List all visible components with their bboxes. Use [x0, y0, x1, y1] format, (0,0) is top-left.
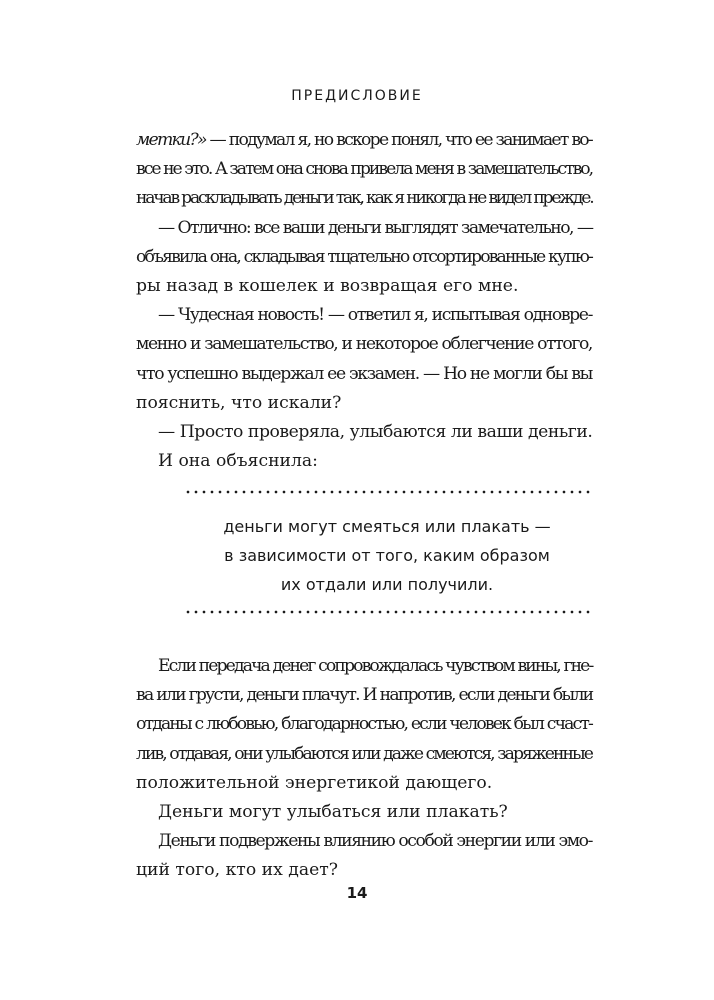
text-line: — Просто проверяла, улыбаются ли ваши деньги.: [158, 422, 593, 443]
pull-quote: [184, 512, 590, 599]
quote-line: деньги могут смеяться или плакать —: [223, 517, 551, 536]
quote-line: в зависимости от того, каким образом: [224, 546, 550, 565]
running-head: ПРЕДИСЛОВИЕ: [291, 88, 423, 104]
text-line: [136, 126, 592, 155]
text-line: пояснить, что искали?: [136, 392, 342, 413]
quote-line: их отдали или получили.: [280, 575, 494, 594]
text-line: Если передача денег сопровождалась чувством вины, гне-: [158, 656, 593, 676]
text-line: отданы с любовью, благодарностью, если человек был счаст-: [136, 714, 592, 735]
text-line: Деньги могут улыбаться или плакать?: [158, 802, 508, 823]
text-block-top: [136, 126, 592, 476]
text-line: начав раскладывать деньги так, как я никогда не видел прежде.: [136, 188, 593, 209]
text-block-bottom: [136, 652, 592, 886]
text-line: менно и замешательство, и некоторое облегчение оттого,: [136, 334, 592, 355]
text-line: объявила она, складывая тщательно отсортированные купю-: [136, 246, 592, 267]
text-line: ций того, кто их дает?: [136, 860, 338, 881]
text-line: Деньги подвержены влиянию особой энергии или эмо-: [158, 831, 592, 852]
text-fragment: — подумал я, но вскоре понял, что ее занимает во-: [205, 130, 593, 150]
text-line: все не это. А затем она снова привела меня в замешательство,: [136, 159, 593, 180]
page-number: 14: [346, 884, 368, 902]
dotted-rule-top: [184, 490, 590, 494]
italic-fragment: метки?»: [136, 130, 206, 150]
text-line: — Отлично: все ваши деньги выглядят замечательно, —: [158, 217, 593, 238]
text-line: положительной энергетикой дающего.: [136, 772, 493, 793]
text-line: И она объяснила:: [158, 451, 318, 472]
dotted-rule-bottom: [184, 610, 590, 614]
text-line: лив, отдавая, они улыбаются или даже смеются, заряженные: [136, 743, 592, 764]
text-line: — Чудесная новость! — ответил я, испытывая одновре-: [158, 305, 592, 326]
text-line: что успешно выдержал ее экзамен. — Но не могли бы вы: [136, 363, 592, 384]
text-line: ры назад в кошелек и возвращая его мне.: [136, 276, 519, 297]
text-line: ва или грусти, деньги плачут. И напротив, если деньги были: [136, 685, 593, 706]
